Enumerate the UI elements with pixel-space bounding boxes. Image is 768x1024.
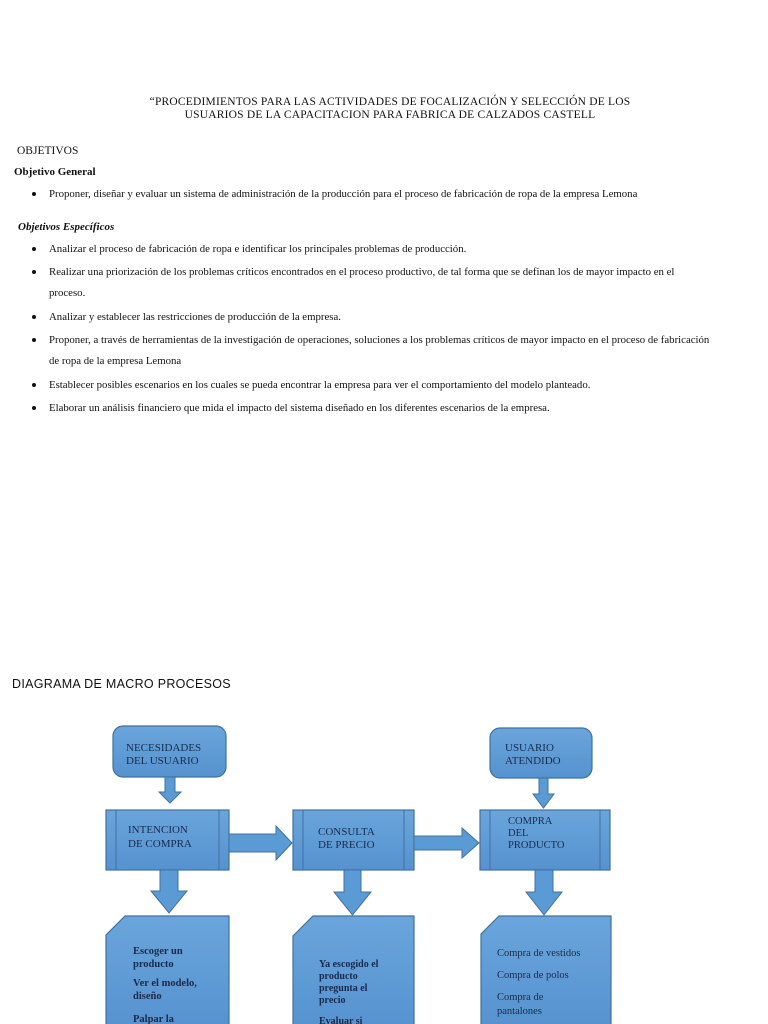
list-item: Establecer posibles escenarios en los cuales se pueda encontrar la empresa para ver el comportamiento del modelo planteado. (30, 375, 710, 395)
note-line: Compra de vestidos (497, 948, 581, 959)
node-label: CONSULTA (318, 826, 375, 838)
title-line-2: USUARIOS DE LA CAPACITACION PARA FABRICA DE CALZADOS CASTELL (184, 109, 596, 121)
node-label: DEL (508, 828, 529, 839)
arrow-down-5 (526, 870, 562, 915)
arrow-down-3 (151, 870, 187, 913)
node-label: COMPRA (508, 816, 552, 827)
note-line: Palpar la (133, 1014, 174, 1024)
node-label: INTENCION (128, 824, 188, 836)
macro-process-diagram (0, 700, 768, 1024)
note-line: diseño (133, 991, 162, 1002)
objetivos-label: OBJETIVOS (17, 145, 79, 157)
node-label: DE PRECIO (318, 839, 375, 851)
note-line: Compra de polos (497, 970, 569, 981)
arrow-right-1 (229, 826, 292, 860)
arrow-down-4 (334, 870, 371, 915)
note-line: Evaluar si (319, 1016, 363, 1024)
svg-text:USUARIO ATENDIDO (505, 742, 561, 767)
note-line: precio (319, 995, 346, 1006)
note-line: Escoger un (133, 946, 183, 957)
node-label: USUARIO (505, 742, 554, 754)
arrow-down-1 (159, 777, 181, 803)
svg-text:CONSULTA DE PRECIO (318, 826, 377, 851)
document-title (100, 96, 680, 122)
node-label: DEL USUARIO (126, 755, 199, 767)
list-item: Proponer, diseñar y evaluar un sistema de administración de la producción para el proceso de fabricación de ropa de la empresa Lemona (30, 184, 710, 204)
list-item: Realizar una priorización de los problemas críticos encontrados en el proceso productivo, de tal forma que se definan los de mayor impacto en el proceso. (30, 262, 710, 304)
note-line: pantalones (497, 1006, 542, 1017)
node-label: NECESIDADES (126, 742, 202, 754)
title-line-1: “PROCEDIMIENTOS PARA LAS ACTIVIDADES DE FOCALIZACIÓN Y SELECCIÓN DE LOS (149, 96, 631, 108)
note-line: Compra de (497, 992, 544, 1003)
note-line: pregunta el (319, 983, 368, 994)
list-item: Analizar el proceso de fabricación de ropa e identificar los principales problemas de producción. (30, 239, 710, 259)
list-item: Proponer, a través de herramientas de la investigación de operaciones, soluciones a los problemas críticos de mayor impacto en el proceso de fabricación de ropa de la empresa Lemona (30, 330, 710, 372)
objetivo-general-list (30, 184, 710, 204)
note-consulta (293, 916, 414, 1024)
list-item: Elaborar un análisis financiero que mida el impacto del sistema diseñado en los diferentes escenarios de la empresa. (30, 398, 710, 418)
node-label: PRODUCTO (508, 840, 565, 851)
diagram-title: DIAGRAMA DE MACRO PROCESOS (12, 677, 231, 691)
note-line: Ya escogido el (319, 959, 379, 970)
objetivos-especificos-heading: Objetivos Específicos (18, 221, 115, 233)
note-line: producto (319, 971, 358, 982)
objetivo-general-heading: Objetivo General (14, 166, 96, 178)
node-label: DE COMPRA (128, 838, 192, 850)
arrow-right-2 (414, 828, 479, 858)
note-line: Ver el modelo, (133, 978, 197, 989)
arrow-down-2 (533, 778, 554, 808)
objetivos-especificos-list (30, 239, 710, 421)
node-label: ATENDIDO (505, 755, 561, 767)
note-intencion (106, 916, 229, 1024)
svg-text:NECESIDADES DEL USUARIO (126, 742, 204, 767)
list-item: Analizar y establecer las restricciones de producción de la empresa. (30, 307, 710, 327)
note-line: producto (133, 959, 174, 970)
